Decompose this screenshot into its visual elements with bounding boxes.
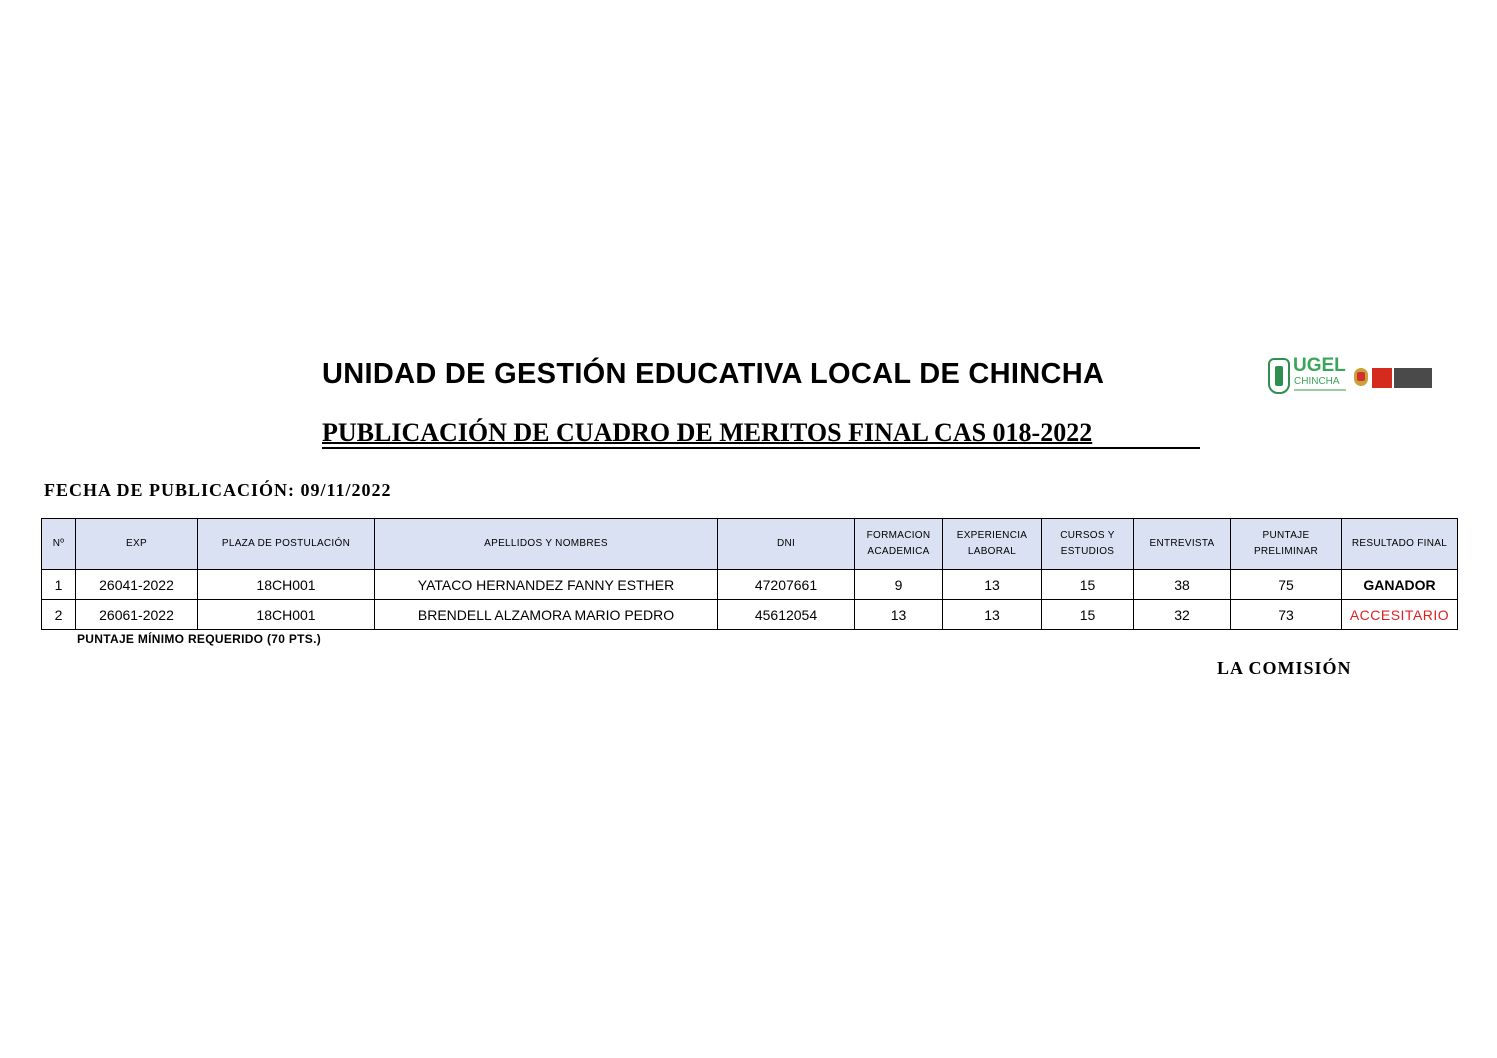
document-subtitle: PUBLICACIÓN DE CUADRO DE MERITOS FINAL CAS 018-2022	[322, 418, 1093, 447]
cell-resultado: GANADOR	[1342, 570, 1458, 600]
cell-nombre: BRENDELL ALZAMORA MARIO PEDRO	[375, 600, 718, 630]
col-header-entrevista: ENTREVISTA	[1134, 519, 1231, 570]
cell-entrevista: 32	[1134, 600, 1231, 630]
cell-resultado: ACCESITARIO	[1342, 600, 1458, 630]
publication-date: FECHA DE PUBLICACIÓN: 09/11/2022	[44, 480, 392, 500]
col-header-cursos: CURSOS Y ESTUDIOS	[1042, 519, 1134, 570]
gov-dark-block	[1394, 368, 1432, 388]
cell-plaza: 18CH001	[198, 570, 375, 600]
col-header-dni: DNI	[718, 519, 855, 570]
ugel-logo-line	[1294, 389, 1346, 391]
col-header-resultado: RESULTADO FINAL	[1342, 519, 1458, 570]
government-logo	[1354, 366, 1434, 388]
ugel-shield-icon	[1268, 358, 1290, 394]
cell-experiencia: 13	[943, 570, 1042, 600]
col-header-experiencia: EXPERIENCIA LABORAL	[943, 519, 1042, 570]
cell-formacion: 13	[855, 600, 943, 630]
cell-n: 2	[42, 600, 76, 630]
cell-dni: 47207661	[718, 570, 855, 600]
cell-puntaje: 73	[1231, 600, 1342, 630]
table-header-row	[42, 519, 1458, 570]
cell-cursos: 15	[1042, 570, 1134, 600]
cell-n: 1	[42, 570, 76, 600]
ugel-logo-word: UGEL	[1293, 355, 1346, 376]
cell-cursos: 15	[1042, 600, 1134, 630]
ugel-logo-sub: CHINCHA	[1294, 376, 1340, 387]
col-header-n: Nº	[42, 519, 76, 570]
minimum-score-note: PUNTAJE MÍNIMO REQUERIDO (70 PTS.)	[77, 632, 322, 646]
cell-puntaje: 75	[1231, 570, 1342, 600]
ugel-logo	[1268, 356, 1348, 398]
page-title: UNIDAD DE GESTIÓN EDUCATIVA LOCAL DE CHINCHA	[322, 358, 1105, 390]
table-row	[42, 600, 1458, 630]
col-header-plaza: PLAZA DE POSTULACIÓN	[198, 519, 375, 570]
commission-signature: LA COMISIÓN	[1217, 658, 1352, 678]
logos	[1268, 356, 1438, 398]
col-header-puntaje: PUNTAJE PRELIMINAR	[1231, 519, 1342, 570]
cell-formacion: 9	[855, 570, 943, 600]
coat-of-arms-icon	[1354, 368, 1368, 386]
cell-exp: 26061-2022	[76, 600, 198, 630]
cell-nombre: YATACO HERNANDEZ FANNY ESTHER	[375, 570, 718, 600]
cell-plaza: 18CH001	[198, 600, 375, 630]
merit-table	[41, 518, 1458, 630]
cell-experiencia: 13	[943, 600, 1042, 630]
cell-exp: 26041-2022	[76, 570, 198, 600]
cell-entrevista: 38	[1134, 570, 1231, 600]
gov-red-block	[1372, 368, 1392, 388]
cell-dni: 45612054	[718, 600, 855, 630]
subtitle-underline	[322, 447, 1200, 449]
col-header-exp: EXP	[76, 519, 198, 570]
table-row	[42, 570, 1458, 600]
col-header-formacion: FORMACION ACADEMICA	[855, 519, 943, 570]
col-header-nombres: APELLIDOS Y NOMBRES	[375, 519, 718, 570]
